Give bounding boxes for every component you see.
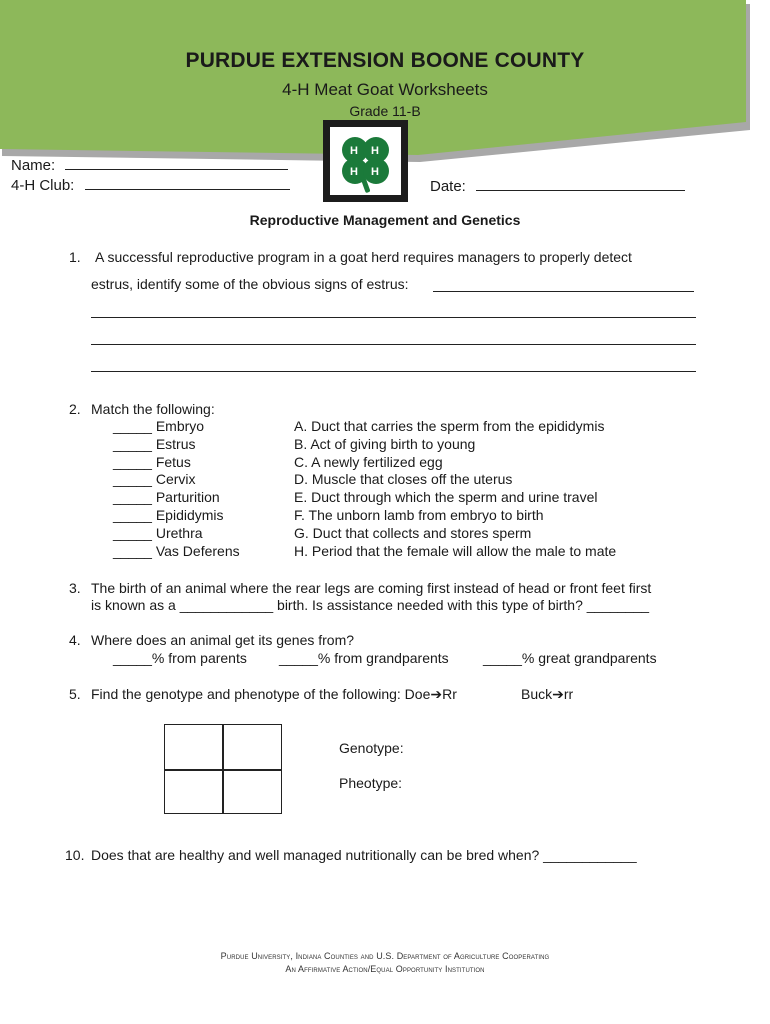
4h-logo — [323, 120, 408, 202]
q2-prompt: Match the following: — [91, 401, 215, 417]
arrow-right-icon: ➔ — [430, 686, 443, 702]
match-definition: D. Muscle that closes off the uterus — [294, 471, 513, 488]
club-blank[interactable] — [85, 189, 290, 190]
match-definition: H. Period that the female will allow the male to mate — [294, 542, 617, 559]
match-term: _____ Estrus — [113, 435, 196, 452]
q1-answer-line[interactable] — [91, 317, 696, 318]
q1-text-line2: estrus, identify some of the obvious signs of estrus: — [91, 276, 409, 292]
q2-number: 2. — [69, 401, 81, 417]
match-definition: B. Act of giving birth to young — [294, 435, 476, 452]
club-field[interactable]: 4-H Club: — [11, 177, 290, 194]
q4-number: 4. — [69, 632, 81, 648]
date-blank[interactable] — [476, 190, 685, 191]
q4-option-grandparents[interactable]: _____% from grandparents — [279, 650, 449, 666]
date-field[interactable]: Date: — [430, 178, 685, 195]
page-subtitle: 4-H Meat Goat Worksheets — [282, 80, 488, 99]
4h-clover-icon — [330, 127, 401, 195]
match-definition: A. Duct that carries the sperm from the epididymis — [294, 418, 605, 434]
svg-text:H: H — [350, 145, 358, 157]
phenotype-label: Pheotype: — [339, 775, 403, 791]
match-term: _____ Fetus — [113, 453, 191, 470]
q1-text-line1: A successful reproductive program in a goat herd requires managers to properly detect — [95, 249, 632, 265]
q4-prompt: Where does an animal get its genes from? — [91, 632, 355, 648]
q1-answer-line[interactable] — [91, 371, 696, 372]
arrow-right-icon: ➔ — [552, 686, 564, 702]
svg-text:H: H — [371, 166, 379, 178]
q3-text-line2[interactable]: is known as a ____________ birth. Is assistance needed with this type of birth? ________ — [91, 597, 650, 613]
genotype-label: Genotype: — [339, 740, 404, 756]
q10-number: 10. — [65, 847, 85, 863]
svg-text:H: H — [350, 166, 358, 178]
q10-text[interactable]: Does that are healthy and well managed nutritionally can be bred when? ____________ — [91, 847, 637, 863]
q1-answer-line[interactable] — [433, 291, 694, 292]
q5-prompt: Find the genotype and phenotype of the following: Doe➔Rr — [91, 686, 457, 702]
match-definition: E. Duct through which the sperm and urine travel — [294, 489, 598, 506]
q3-text-line1: The birth of an animal where the rear legs are coming first instead of head or front feet first — [91, 580, 652, 596]
match-term: _____ Urethra — [113, 524, 203, 541]
punnett-square[interactable] — [164, 724, 282, 814]
match-definition: G. Duct that collects and stores sperm — [294, 524, 532, 541]
q3-number: 3. — [69, 580, 81, 596]
match-term: _____ Vas Deferens — [113, 542, 240, 559]
q2-definitions-list — [294, 418, 616, 560]
q5-buck: Buck➔rr — [521, 686, 574, 702]
name-blank[interactable] — [65, 169, 288, 170]
match-definition: F. The unborn lamb from embryo to birth — [294, 506, 544, 523]
q4-option-parents[interactable]: _____% from parents — [113, 650, 247, 666]
q4-option-great-grandparents[interactable]: _____% great grandparents — [483, 650, 657, 666]
footer-line1: Purdue University, Indiana Counties and U.S. Department of Agriculture Cooperating — [220, 951, 550, 961]
svg-text:H: H — [371, 145, 379, 157]
match-term: _____ Embryo — [113, 418, 205, 434]
section-title: Reproductive Management and Genetics — [249, 212, 521, 228]
match-term: _____ Parturition — [113, 489, 220, 506]
match-term: _____ Epididymis — [113, 506, 224, 523]
page-title: PURDUE EXTENSION BOONE COUNTY — [185, 49, 585, 72]
q1-answer-line[interactable] — [91, 344, 696, 345]
match-term: _____ Cervix — [113, 471, 196, 488]
q1-number: 1. — [69, 249, 81, 265]
grade-label: Grade 11-B — [349, 103, 421, 119]
match-definition: C. A newly fertilized egg — [294, 453, 443, 470]
footer-line2: An Affirmative Action/Equal Opportunity Institution — [285, 964, 485, 974]
q5-number: 5. — [69, 686, 81, 702]
name-field[interactable]: Name: — [11, 157, 288, 174]
q2-terms-list — [113, 418, 240, 560]
